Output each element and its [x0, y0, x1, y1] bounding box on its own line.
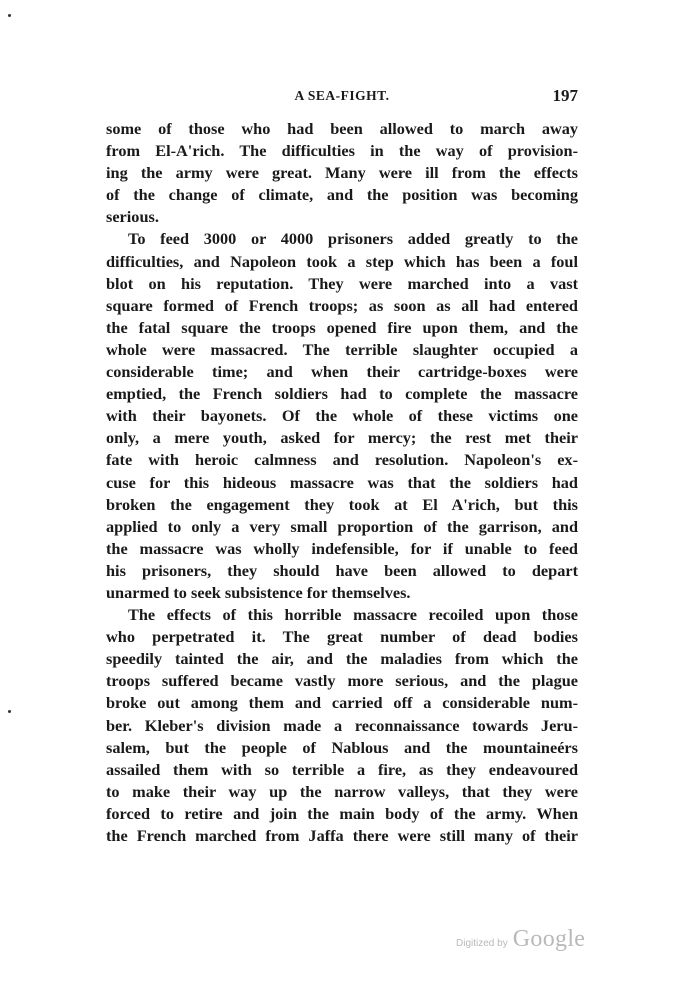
text-line: applied to only a very small proportion of the garrison, and: [106, 516, 578, 536]
text-line: from El-A'rich. The difficulties in the way of provision-: [106, 141, 578, 161]
text-line: his prisoners, they should have been allowed to depart: [106, 560, 578, 580]
text-line: salem, but the people of Nablous and the mountaineérs: [106, 737, 578, 757]
text-line: emptied, the French soldiers had to complete the massacre: [106, 384, 578, 404]
text-line: the French marched from Jaffa there were still many of their: [106, 826, 578, 845]
text-line: ing the army were great. Many were ill from the effects: [106, 163, 578, 183]
text-line: ber. Kleber's division made a reconnaissance towards Jeru-: [106, 715, 578, 735]
watermark-prefix: Digitized by: [456, 938, 508, 949]
body-text: [106, 118, 578, 847]
text-line: difficulties, and Napoleon took a step which has been a foul: [106, 251, 578, 271]
text-line: speedily tainted the air, and the maladies from which the: [106, 649, 578, 669]
text-line: considerable time; and when their cartridge-boxes were: [106, 362, 578, 382]
text-line: troops suffered became vastly more serious, and the plague: [106, 671, 578, 691]
text-line: blot on his reputation. They were marched into a vast: [106, 273, 578, 293]
text-line: whole were massacred. The terrible slaughter occupied a: [106, 339, 578, 359]
digitization-watermark: [456, 926, 616, 954]
running-title: A SEA-FIGHT.: [294, 88, 390, 103]
text-line: the fatal square the troops opened fire upon them, and the: [106, 317, 578, 337]
page-number: 197: [552, 86, 578, 105]
text-line: To feed 3000 or 4000 prisoners added greatly to the: [128, 229, 578, 249]
text-line: unarmed to seek subsistence for themselves.: [106, 582, 411, 602]
text-line: square formed of French troops; as soon as all had entered: [106, 295, 578, 315]
text-line: of the change of climate, and the position was becoming: [106, 185, 578, 205]
text-line: the massacre was wholly indefensible, for if unable to feed: [106, 538, 578, 558]
text-line: only, a mere youth, asked for mercy; the rest met their: [106, 428, 578, 448]
text-line: cuse for this hideous massacre was that the soldiers had: [106, 472, 578, 492]
text-line: to make their way up the narrow valleys, that they were: [106, 781, 578, 801]
text-line: The effects of this horrible massacre recoiled upon those: [128, 605, 578, 625]
text-line: forced to retire and join the main body of the army. When: [106, 803, 578, 823]
text-line: serious.: [106, 207, 159, 227]
text-line: broken the engagement they took at El A'rich, but this: [106, 494, 578, 514]
margin-speck: [8, 14, 11, 17]
text-line: with their bayonets. Of the whole of these victims one: [106, 406, 578, 426]
watermark-brand: Google: [512, 926, 586, 952]
running-head: [106, 86, 578, 110]
text-line: fate with heroic calmness and resolution. Napoleon's ex-: [106, 450, 578, 470]
text-line: broke out among them and carried off a considerable num-: [106, 693, 578, 713]
text-line: who perpetrated it. The great number of dead bodies: [106, 627, 578, 647]
text-line: some of those who had been allowed to march away: [106, 119, 578, 138]
margin-speck: [8, 710, 11, 713]
text-line: assailed them with so terrible a fire, as they endeavoured: [106, 759, 578, 779]
